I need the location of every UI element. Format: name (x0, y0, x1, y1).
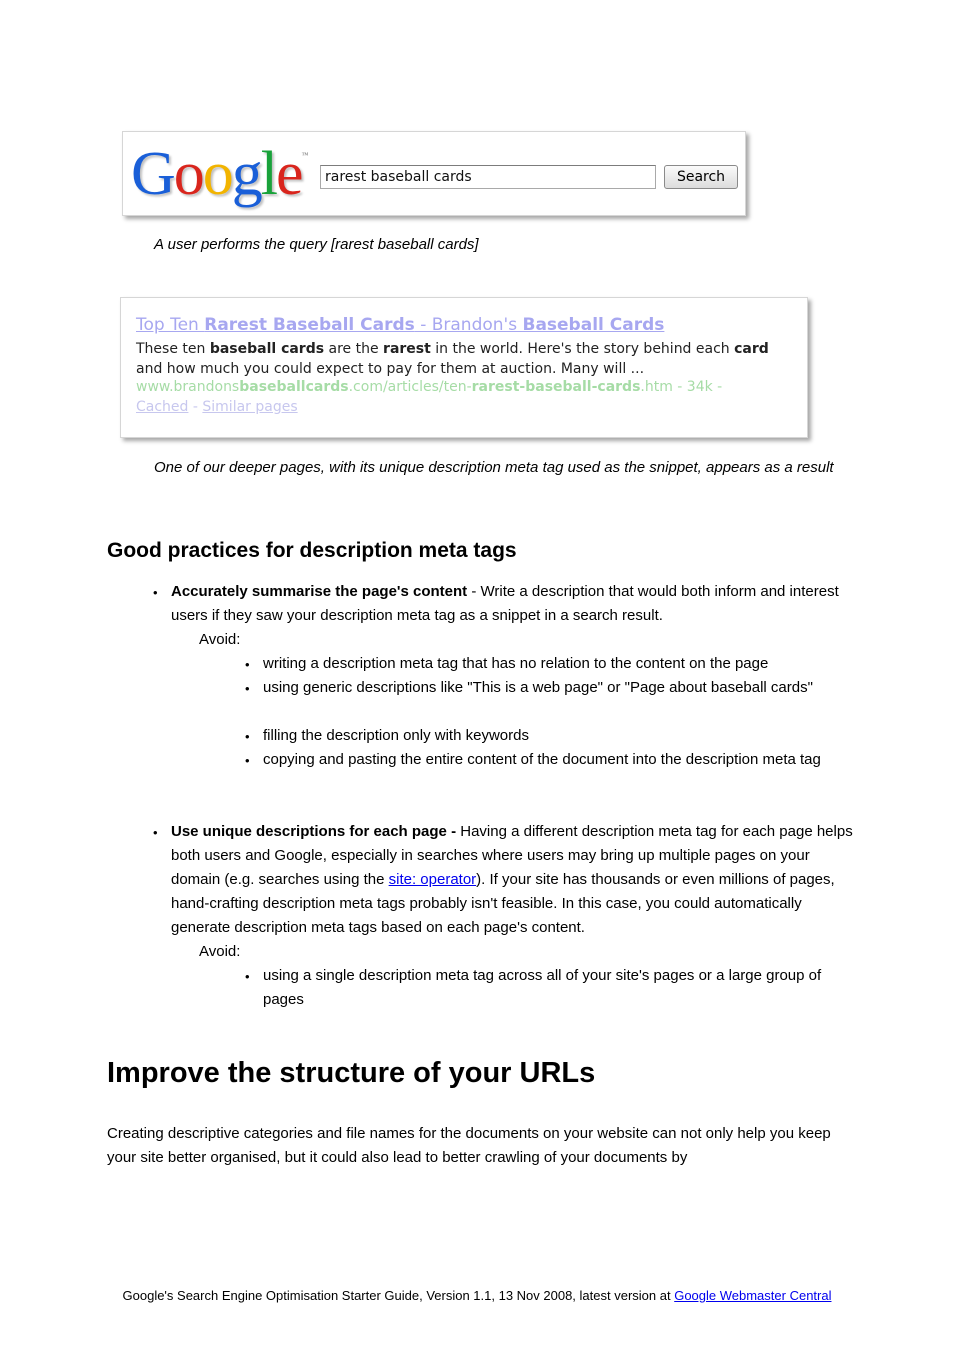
bullet: • (245, 681, 250, 696)
search-button[interactable]: Search (664, 165, 738, 189)
intro-paragraph: Creating descriptive categories and file names for the documents on your website can not only help you keep your site better organised, but it could also lead to better crawling of your documents by (107, 1125, 831, 1166)
bullet: • (245, 729, 250, 744)
practice-2-text: Use unique descriptions for each page - Having a different description meta tag for each page helps both users and Google, especially in searches where users may bring up multiple pages on your domain (e.g. searches using the site: operator). If your site has thousands or even millions of pages, hand-crafting description meta tags probably isn't feasible. In this case, you could automatically generate description meta tags based on each page's content. (171, 823, 853, 936)
google-logo: Google™ (131, 140, 309, 208)
bullet: • (153, 825, 158, 840)
figure-caption-2: One of our deeper pages, with its unique description meta tag used as the snippet, appears as a result (154, 459, 834, 476)
figure-caption-1: A user performs the query [rarest baseball cards] (154, 236, 479, 253)
avoid-label: Avoid: (199, 943, 241, 960)
bullet: • (245, 657, 250, 672)
result-snippet: These ten baseball cards are the rarest in the world. Here's the story behind each card and how much you could expect to pay for them at auction. Many will ... (136, 341, 769, 377)
search-screenshot (122, 131, 746, 216)
main-heading: Improve the structure of your URLs (107, 1057, 596, 1089)
trademark-mark: ™ (301, 151, 309, 159)
site-operator-link[interactable]: site: operator (388, 871, 477, 888)
bullet: • (245, 969, 250, 984)
result-url: www.brandonsbaseballcards.com/articles/ten-rarest-baseball-cards.htm - 34k - (136, 379, 723, 395)
search-result-screenshot (120, 297, 808, 438)
section-heading: Good practices for description meta tags (107, 539, 517, 562)
bullet: • (153, 585, 158, 600)
avoid-label: Avoid: (199, 631, 241, 648)
similar-pages-link[interactable]: Similar pages (202, 399, 298, 415)
avoid-item: writing a description meta tag that has no relation to the content on the page (263, 655, 769, 672)
search-input[interactable] (320, 165, 656, 189)
avoid-item: using a single description meta tag across all of your site's pages or a large group of pages (263, 967, 822, 1008)
webmaster-central-link[interactable]: Google Webmaster Central (674, 1288, 832, 1303)
cached-link[interactable]: Cached (136, 399, 189, 415)
avoid-item: copying and pasting the entire content of the document into the description meta tag (263, 751, 821, 768)
practice-1-text: Accurately summarise the page's content - Write a description that would both inform and interest users if they saw your description meta tag as a snippet in a search result. (171, 583, 839, 624)
avoid-item: using generic descriptions like "This is a web page" or "Page about baseball cards" (263, 679, 813, 696)
result-links: Cached - Similar pages (136, 399, 298, 415)
avoid-item: filling the description only with keywords (263, 727, 529, 744)
result-title-link[interactable]: Top Ten Rarest Baseball Cards - Brandon's Baseball Cards (136, 315, 665, 335)
bullet: • (245, 753, 250, 768)
page-footer: Google's Search Engine Optimisation Starter Guide, Version 1.1, 13 Nov 2008, latest version at Google Webmaster Central (122, 1288, 832, 1303)
